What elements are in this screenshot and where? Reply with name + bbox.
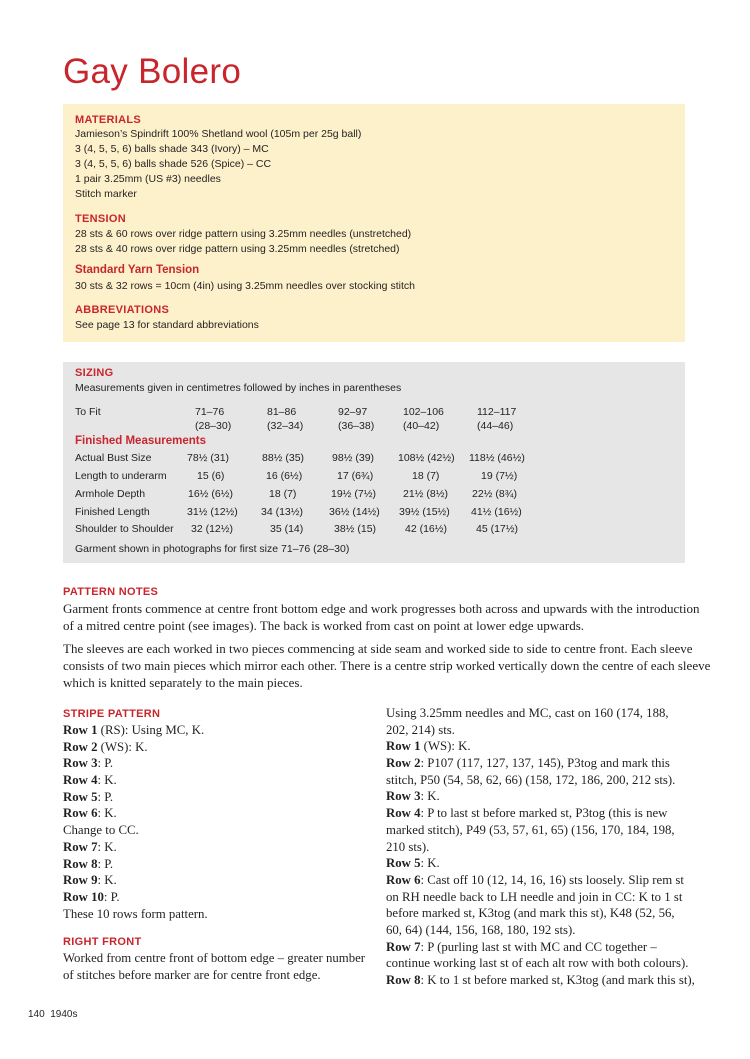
to-fit-in: (44–46) [477,420,514,432]
row-instruction: 202, 214) sts. [386,722,455,737]
tension-line: 28 sts & 40 rows over ridge pattern using 3.25mm needles (stretched) [75,243,400,255]
row-instruction: (RS): Using MC, K. [97,723,205,737]
measurement-value: 19 (7½) [481,470,518,482]
text-line: Garment fronts commence at centre front bottom edge and work progresses both across and upwards with the introduction [63,601,700,616]
pattern-notes-para-1 [63,600,703,634]
row-instruction: : P. [103,889,120,904]
row-number: Row 5 [63,789,98,804]
pattern-row [63,872,373,889]
to-fit-in: (28–30) [195,420,232,432]
instruction-line [386,788,686,805]
right-front-instructions [386,705,695,989]
right-front-section [63,934,378,983]
instruction-line [386,855,686,872]
row-instruction: Using 3.25mm needles and MC, cast on 160 (174, 188, [386,706,669,720]
row-instruction: (WS): K. [97,739,148,754]
instruction-line [386,872,686,889]
pattern-row [63,772,373,789]
row-instruction: (WS): K. [420,739,471,754]
measurement-value: 15 (6) [197,470,225,482]
measurement-label: Length to underarm [75,470,167,482]
row-number: Row 3 [386,789,421,804]
measurement-value: 42 (16½) [405,523,448,535]
text-line: of stitches before marker are for centre front edge. [63,967,321,982]
row-number: Row 2 [386,756,421,771]
text-line: Worked from centre front of bottom edge – greater number [63,951,366,965]
measurement-value: 98½ (39) [332,452,375,464]
finished-measurements-heading: Finished Measurements [75,435,207,447]
instruction-line [386,905,686,922]
measurement-label: Actual Bust Size [75,452,152,464]
materials-panel [63,104,685,342]
row-instruction: : P. [97,756,114,771]
to-fit-cm: 112–117 [477,406,517,418]
row-number: Row 8 [386,973,421,987]
row-instruction: : K. [420,789,440,804]
measurement-value: 41½ (16½) [471,506,522,518]
right-front-heading: RIGHT FRONT [63,936,142,948]
to-fit-cm: 71–76 [195,406,225,418]
pattern-row [63,739,373,756]
text-line: which is knitted separately to the main pieces. [63,675,303,690]
to-fit-in: (32–34) [267,420,304,432]
row-number: Row 2 [63,739,98,754]
pattern-row [63,856,373,873]
measurement-value: 108½ (42½) [398,452,455,464]
standard-tension-line: 30 sts & 32 rows = 10cm (4in) using 3.25mm needles over stocking stitch [75,280,415,292]
measurement-value: 31½ (12½) [187,506,238,518]
tension-heading: TENSION [75,213,126,225]
pattern-row [63,789,373,806]
materials-line: 3 (4, 5, 5, 6) balls shade 526 (Spice) – CC [75,158,272,170]
measurement-value: 34 (13½) [261,506,304,518]
to-fit-label: To Fit [75,406,101,418]
page-number: 140 [28,1009,45,1020]
row-instruction: : Cast off 10 (12, 14, 16, 16) sts loosely. Slip rem st [420,872,684,887]
measurement-value: 16½ (6½) [188,488,233,500]
measurement-value: 32 (12½) [191,523,234,535]
measurement-value: 21½ (8½) [403,488,448,500]
instruction-line [386,939,686,956]
measurement-value: 78½ (31) [187,452,230,464]
materials-heading: MATERIALS [75,114,142,126]
measurement-value: 35 (14) [270,523,304,535]
to-fit-cm: 92–97 [338,406,368,418]
pattern-row [63,889,373,906]
row-instruction: : K. [97,873,117,888]
materials-line: 1 pair 3.25mm (US #3) needles [75,173,221,185]
pattern-row [63,906,373,923]
instruction-line [386,772,686,789]
row-number: Row 4 [63,773,98,788]
page-footer [28,1009,78,1020]
measurement-value: 118½ (46½) [469,452,525,464]
instruction-line [386,705,686,722]
row-number: Row 8 [63,856,98,871]
row-instruction: : P107 (117, 127, 137, 145), P3tog and mark this [420,756,670,771]
section-name: 1940s [50,1009,78,1020]
row-instruction: : K. [97,806,117,821]
to-fit-in: (36–38) [338,420,375,432]
measurement-label: Shoulder to Shoulder [75,523,174,535]
instruction-line [386,822,686,839]
pattern-notes-heading: PATTERN NOTES [63,586,159,598]
sizing-heading: SIZING [75,367,114,379]
row-number: Row 1 [63,723,98,737]
instruction-line [386,738,686,755]
abbreviations-heading: ABBREVIATIONS [75,304,170,316]
row-number: Row 7 [386,939,421,954]
instruction-line [386,972,695,989]
measurement-label: Finished Length [75,506,150,518]
sizing-panel [63,362,685,563]
standard-tension-heading: Standard Yarn Tension [75,264,200,276]
row-instruction: : K. [97,773,117,788]
row-number: Row 6 [386,872,421,887]
row-number: Row 3 [63,756,98,771]
row-instruction: : K to 1 st before marked st, K3tog (and mark this st), [420,973,695,987]
row-instruction: 210 sts). [386,839,430,854]
instruction-line [386,755,686,772]
pattern-row [63,722,373,739]
to-fit-cm: 102–106 [403,406,444,418]
measurement-value: 36½ (14½) [329,506,380,518]
instruction-line [386,955,689,972]
row-instruction: : K. [97,839,117,854]
page-title: Gay Bolero [63,52,242,91]
text-line: The sleeves are each worked in two pieces commencing at side seam and worked side to side to centre front. Each sleeve [63,641,693,656]
measurement-label: Armhole Depth [75,488,146,500]
measurement-value: 18 (7) [269,488,297,500]
row-number: Row 1 [386,739,421,754]
row-instruction: continue working last st of each alt row with both colours). [386,956,689,971]
row-instruction: These 10 rows form pattern. [63,906,208,921]
measurement-value: 45 (17½) [476,523,519,535]
stripe-pattern-section [63,706,373,922]
row-instruction: : P to last st before marked st, P3tog (this is new [420,806,668,821]
to-fit-in: (40–42) [403,420,440,432]
abbreviations-line: See page 13 for standard abbreviations [75,319,259,331]
measurement-value: 38½ (15) [334,523,377,535]
measurement-value: 16 (6½) [266,470,303,482]
pattern-notes-para-2 [63,640,711,691]
row-number: Row 10 [63,889,104,904]
measurement-value: 17 (6¾) [337,470,374,482]
materials-line: 3 (4, 5, 5, 6) balls shade 343 (Ivory) – MC [75,143,269,155]
materials-line: Stitch marker [75,188,137,200]
measurement-value: 88½ (35) [262,452,305,464]
to-fit-cm: 81–86 [267,406,297,418]
materials-line: Jamieson’s Spindrift 100% Shetland wool (105m per 25g ball) [75,128,362,140]
row-instruction: stitch, P50 (54, 58, 62, 66) (158, 172, 186, 200, 212 sts). [386,772,676,787]
measurement-value: 19½ (7½) [331,488,376,500]
pattern-row [63,805,373,822]
row-number: Row 5 [386,856,421,871]
row-instruction: on RH needle back to LH needle and join in CC: K to 1 st [386,889,683,904]
row-instruction: before marked st, K3tog (and mark this st), K48 (52, 56, [386,906,675,921]
row-instruction: : K. [420,856,440,871]
row-number: Row 9 [63,873,98,888]
row-instruction: : P. [97,856,114,871]
text-line: of a mitred centre point (see images). The back is worked from cast on point at lower edge upwards. [63,618,585,633]
tension-line: 28 sts & 60 rows over ridge pattern using 3.25mm needles (unstretched) [75,228,412,240]
stripe-pattern-heading: STRIPE PATTERN [63,708,161,720]
row-number: Row 4 [386,806,421,821]
pattern-row [63,839,373,856]
instruction-line [386,839,686,856]
instruction-line [386,805,686,822]
row-instruction: : P (purling last st with MC and CC together – [420,939,657,954]
pattern-row [63,822,373,839]
row-instruction: : P. [97,789,114,804]
row-instruction: marked stitch), P49 (53, 57, 61, 65) (156, 170, 184, 198, [386,822,675,837]
measurement-value: 22½ (8¾) [472,488,517,500]
row-instruction: Change to CC. [63,823,139,838]
text-line: consists of two main pieces which mirror each other. There is a centre strip worked vertically down the centre of each sleeve [63,658,711,673]
garment-note: Garment shown in photographs for first size 71–76 (28–30) [75,543,350,555]
instruction-line [386,722,686,739]
row-instruction: 60, 64) (144, 156, 168, 180, 192 sts). [386,922,576,937]
measurement-value: 39½ (15½) [399,506,450,518]
row-number: Row 6 [63,806,98,821]
instruction-line [386,889,686,906]
row-number: Row 7 [63,839,98,854]
instruction-line [386,922,686,939]
sizing-note: Measurements given in centimetres followed by inches in parentheses [75,382,402,394]
pattern-row [63,755,373,772]
measurement-value: 18 (7) [412,470,440,482]
